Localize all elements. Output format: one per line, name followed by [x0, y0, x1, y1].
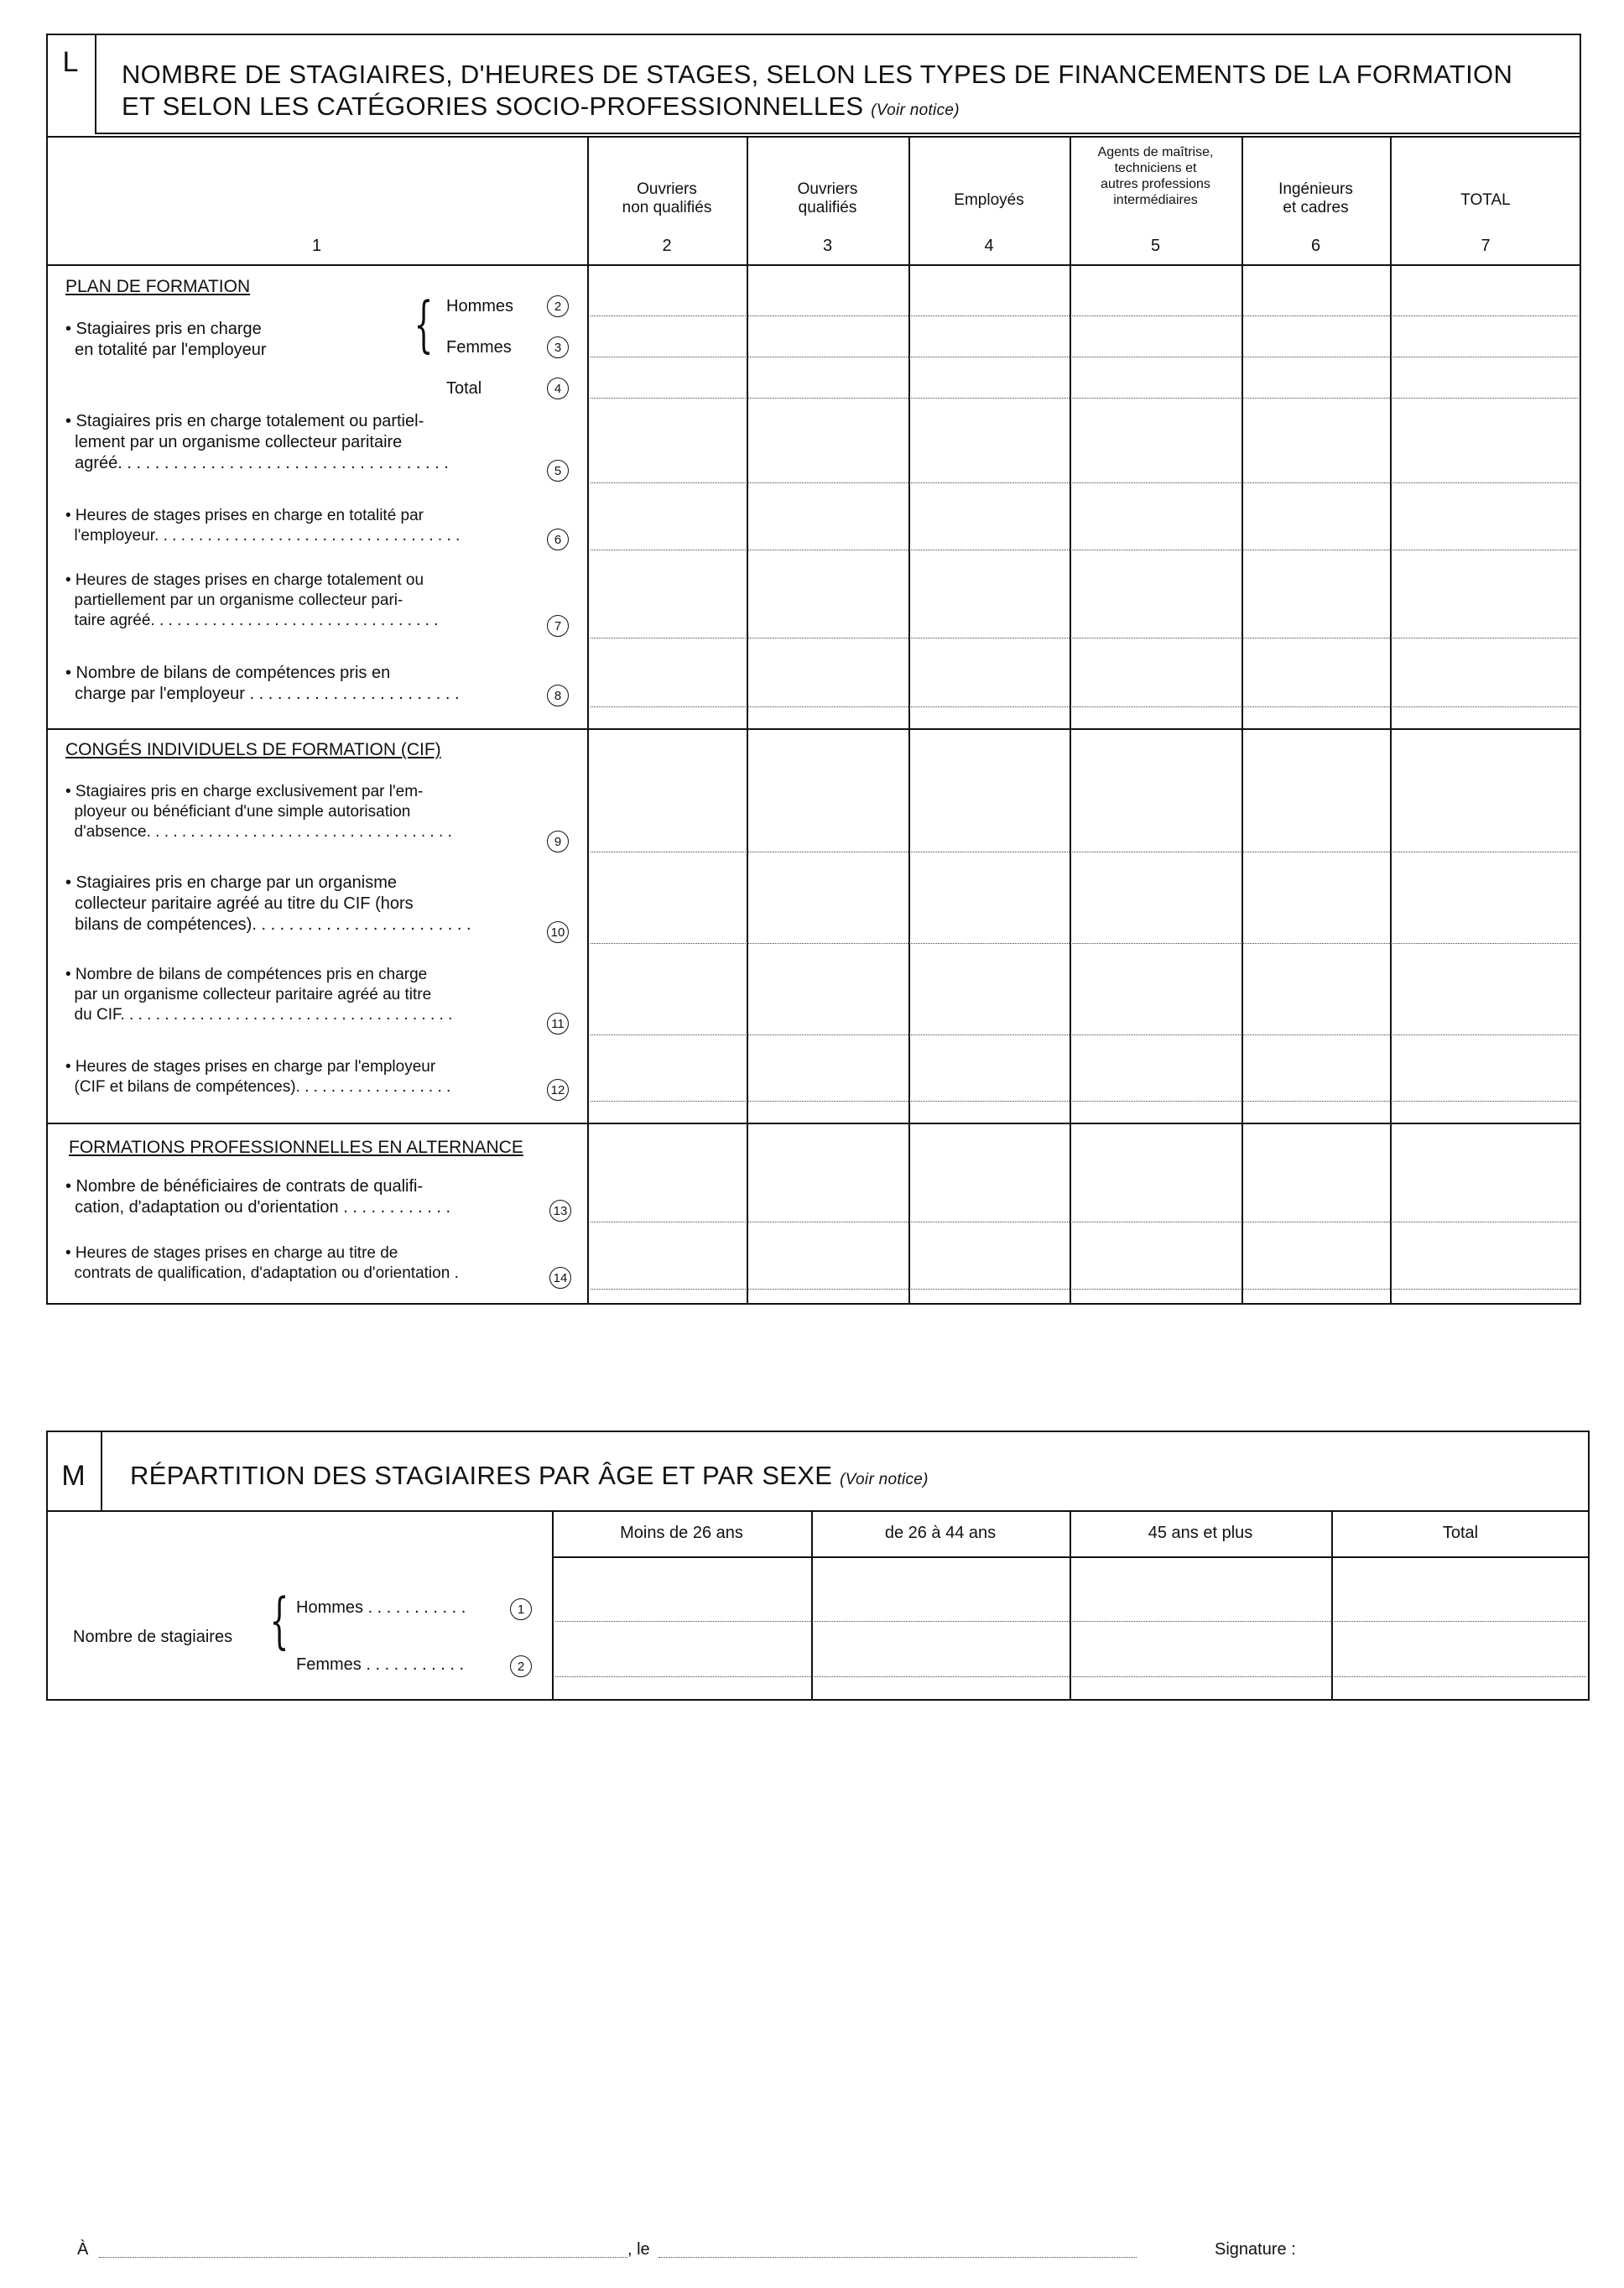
section-m-title	[130, 1460, 1556, 1496]
row-8-label: • Nombre de bilans de compétences pris en charge par l'employeur . . . . . . . . . . . . . . . . . . . . . . .	[65, 664, 460, 703]
m-sub-femmes: Femmes . . . . . . . . . . .	[296, 1655, 465, 1674]
section-l-title-underline	[95, 133, 1581, 134]
row-number-11: 11	[547, 1013, 569, 1035]
row-9-label: • Stagiaires pris en charge exclusivement par l'em- ployeur ou bénéficiant d'une simple autorisation d'absence. . . . . . . . . . . . . . . . . . . . . . . . . . . . . . . . . . .	[65, 783, 452, 841]
m-sub-hommes: Hommes . . . . . . . . . . .	[296, 1598, 466, 1617]
brace-icon: {	[414, 289, 434, 359]
col-num-4: 4	[984, 237, 994, 255]
section-l-letter: L	[62, 46, 79, 78]
col-num-3: 3	[822, 237, 833, 255]
row-number-6: 6	[547, 529, 569, 550]
group-plan-bottom	[46, 728, 1581, 730]
m-brace-icon: {	[269, 1585, 289, 1655]
row-number-14: 14	[549, 1267, 571, 1289]
footer-le-label: , le	[627, 2240, 650, 2259]
m-header-26-44: de 26 à 44 ans	[884, 1524, 997, 1542]
section-l-title-line2: ET SELON LES CATÉGORIES SOCIO-PROFESSIONNELLES	[122, 91, 864, 121]
col-header-3: Ouvriers qualifiés	[797, 180, 858, 216]
col-num-6: 6	[1310, 237, 1321, 255]
m-header-45-plus: 45 ans et plus	[1148, 1524, 1253, 1542]
m-header-bottom	[552, 1556, 1590, 1558]
group-alt-title: FORMATIONS PROFESSIONNELLES EN ALTERNANCE	[69, 1138, 523, 1157]
col-divider-6	[1390, 136, 1392, 1305]
row-number-5: 5	[547, 460, 569, 482]
group-cif-title: CONGÉS INDIVIDUELS DE FORMATION (CIF)	[65, 740, 441, 759]
section-m-title-text: RÉPARTITION DES STAGIAIRES PAR ÂGE ET PAR SEXE	[130, 1461, 833, 1490]
sub-hommes: Hommes	[446, 297, 514, 315]
col-header-4: Employés	[954, 191, 1024, 209]
section-m-note: (Voir notice)	[840, 1471, 929, 1488]
footer-place-field[interactable]	[99, 2257, 627, 2258]
col-divider-2	[747, 136, 748, 1305]
row-stagiaires-label: • Stagiaires pris en charge en totalité par l'employeur	[65, 320, 267, 359]
row-12-label: • Heures de stages prises en charge par l'employeur (CIF et bilans de compétences). . . . . . . . . . . . . . . . . .	[65, 1058, 451, 1096]
row-number-7: 7	[547, 615, 569, 637]
col-header-6: Ingénieurs et cadres	[1278, 180, 1353, 216]
m-row-number-2: 2	[510, 1655, 532, 1677]
col-header-5: Agents de maîtrise, techniciens et autres professions intermédiaires	[1097, 145, 1214, 207]
col-num-1: 1	[311, 237, 322, 255]
m-row-label: Nombre de stagiaires	[73, 1628, 233, 1646]
section-l-title	[122, 59, 1564, 127]
footer-signature-label: Signature :	[1215, 2240, 1296, 2259]
section-l-title-line1: NOMBRE DE STAGIAIRES, D'HEURES DE STAGES, SELON LES TYPES DE FINANCEMENTS DE LA FORMATION	[122, 60, 1513, 89]
row-10-label: • Stagiaires pris en charge par un organisme collecteur paritaire agréé au titre du CIF (hors bilans de compétences). . . . . . . . . . . . . . . . . . . . . . . .	[65, 873, 471, 934]
row-13-label: • Nombre de bénéficiaires de contrats de qualifi- cation, d'adaptation ou d'orientation . . . . . . . . . . . .	[65, 1177, 451, 1217]
footer-date-field[interactable]	[658, 2257, 1137, 2258]
col-divider-1	[587, 136, 589, 1305]
row-number-8: 8	[547, 685, 569, 706]
col-num-2: 2	[662, 237, 672, 255]
section-m-letter: M	[61, 1460, 86, 1492]
row-number-10: 10	[547, 921, 569, 943]
col-header-7: TOTAL	[1460, 191, 1511, 209]
col-divider-3	[908, 136, 910, 1305]
m-header-total: Total	[1442, 1524, 1479, 1542]
group-plan-title: PLAN DE FORMATION	[65, 277, 251, 296]
header-bottom-line	[46, 264, 1581, 266]
section-l-note: (Voir notice)	[871, 102, 960, 119]
section-l-letter-divider	[95, 34, 96, 134]
footer-a-label: À	[77, 2240, 89, 2259]
col-divider-5	[1241, 136, 1243, 1305]
col-num-5: 5	[1150, 237, 1161, 255]
row-number-3: 3	[547, 336, 569, 358]
col-num-7: 7	[1481, 237, 1491, 255]
section-l-header-top	[46, 136, 1581, 138]
row-11-label: • Nombre de bilans de compétences pris en charge par un organisme collecteur paritaire agréé au titre du CIF. . . . . . . . . . . . . . . . . . . . . . . . . . . . . . . . . . . . . .	[65, 966, 453, 1024]
m-header-under-26: Moins de 26 ans	[620, 1524, 743, 1542]
col-divider-4	[1070, 136, 1071, 1305]
row-number-9: 9	[547, 831, 569, 852]
group-cif-bottom	[46, 1123, 1581, 1124]
row-number-12: 12	[547, 1079, 569, 1101]
row-7-label: • Heures de stages prises en charge totalement ou partiellement par un organisme collecteur pari- taire agréé. . . . . . . . . . . . . . . . . . . . . . . . . . . . . . . . .	[65, 571, 439, 629]
section-m-letter-divider	[101, 1431, 102, 1510]
row-6-label: • Heures de stages prises en charge en totalité par l'employeur. . . . . . . . . . . . . . . . . . . . . . . . . . . . . . . . . . .	[65, 507, 461, 545]
col-header-2: Ouvriers non qualifiés	[622, 180, 712, 216]
row-number-2: 2	[547, 295, 569, 317]
row-14-label: • Heures de stages prises en charge au titre de contrats de qualification, d'adaptation ou d'orientation .	[65, 1244, 459, 1282]
row-number-4: 4	[547, 378, 569, 399]
sub-total: Total	[446, 379, 482, 398]
m-row-number-1: 1	[510, 1598, 532, 1620]
row-5-label: • Stagiaires pris en charge totalement ou partiel- lement par un organisme collecteur paritaire agréé. . . . . . . . . . . . . . . . . . . . . . . . . . . . . . . . . . . .	[65, 412, 449, 472]
sub-femmes: Femmes	[446, 338, 512, 357]
section-m-title-bottom	[46, 1510, 1590, 1512]
row-number-13: 13	[549, 1200, 571, 1222]
